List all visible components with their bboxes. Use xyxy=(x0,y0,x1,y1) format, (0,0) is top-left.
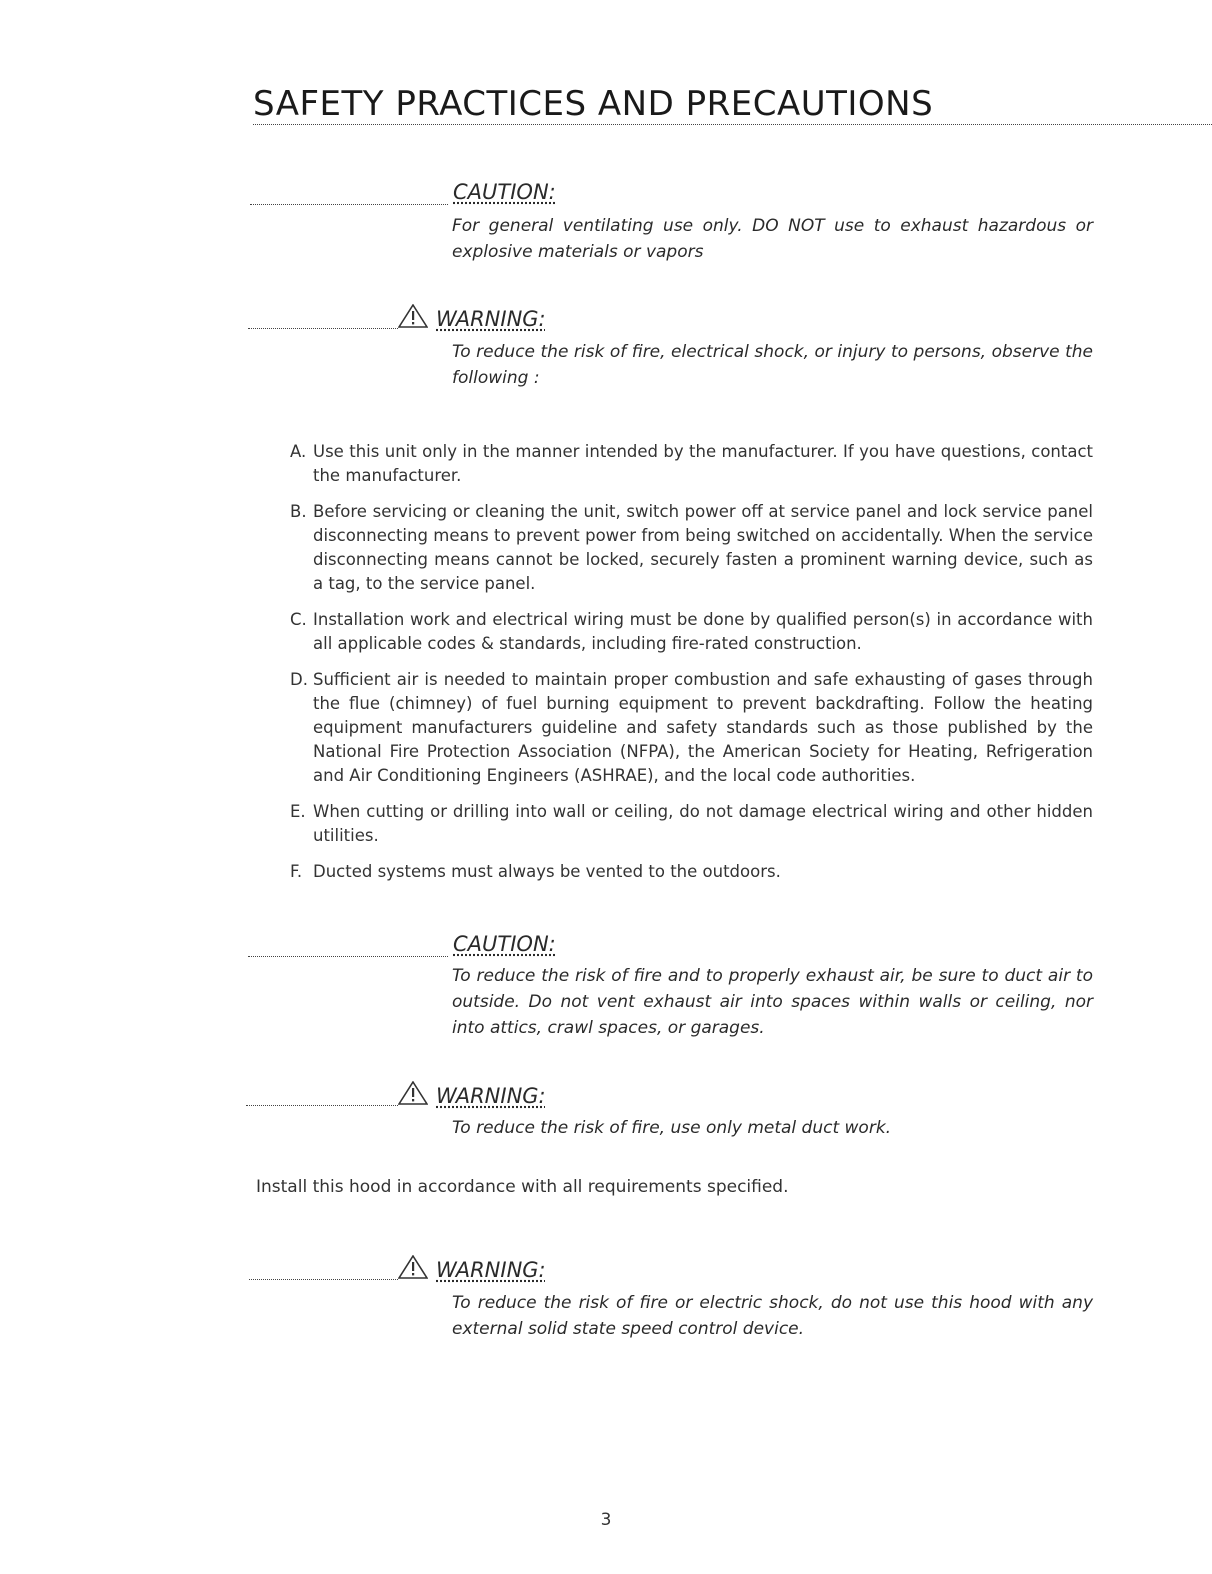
warning-heading xyxy=(398,1081,546,1108)
list-marker: A. xyxy=(290,442,307,461)
warning-triangle-icon xyxy=(398,304,428,328)
list-marker: D. xyxy=(290,670,308,689)
warning-label: WARNING: xyxy=(436,307,546,331)
list-item-text: Installation work and electrical wiring must be done by qualified person(s) in accordance with all applicable codes & standards, including fire-rated construction. xyxy=(313,610,1093,653)
install-note: Install this hood in accordance with all requirements specified. xyxy=(256,1177,789,1197)
caution-heading xyxy=(453,932,556,956)
list-marker: B. xyxy=(290,502,307,521)
caution-heading xyxy=(453,180,556,204)
warning-triangle-icon xyxy=(398,1081,428,1105)
warning-heading xyxy=(398,304,546,331)
safety-instructions-list xyxy=(290,440,1093,896)
list-marker: E. xyxy=(290,802,306,821)
list-item xyxy=(290,860,1093,884)
warning-rule xyxy=(248,328,398,329)
warning-text: To reduce the risk of fire or electric shock, do not use this hood with any external solid state speed control device. xyxy=(452,1293,1093,1339)
list-item-text: Use this unit only in the manner intended by the manufacturer. If you have questions, contact the manufacturer. xyxy=(313,442,1093,485)
list-item xyxy=(290,608,1093,656)
warning-rule xyxy=(249,1279,398,1280)
page-title: SAFETY PRACTICES AND PRECAUTIONS xyxy=(253,84,1212,125)
caution-rule xyxy=(250,204,448,205)
list-marker: F. xyxy=(290,862,303,881)
list-item-text: Ducted systems must always be vented to the outdoors. xyxy=(313,862,781,881)
list-item xyxy=(290,668,1093,788)
caution-text: To reduce the risk of fire and to properly exhaust air, be sure to duct air to outside. Do not vent exhaust air into spaces within walls or ceiling, nor into attics, crawl spaces, or garages. xyxy=(452,966,1093,1038)
warning-rule xyxy=(246,1105,398,1106)
warning-text: To reduce the risk of fire, electrical shock, or injury to persons, observe the following : xyxy=(452,342,1093,388)
caution-text: For general ventilating use only. DO NOT use to exhaust hazardous or explosive materials or vapors xyxy=(452,216,1093,262)
list-item-text: When cutting or drilling into wall or ceiling, do not damage electrical wiring and other hidden utilities. xyxy=(313,802,1093,845)
warning-text: To reduce the risk of fire, use only metal duct work. xyxy=(452,1118,892,1138)
list-item xyxy=(290,440,1093,488)
warning-triangle-icon xyxy=(398,1255,428,1279)
warning-label: WARNING: xyxy=(436,1084,546,1108)
list-marker: C. xyxy=(290,610,307,629)
list-item-text: Before servicing or cleaning the unit, switch power off at service panel and lock service panel disconnecting means to prevent power from being switched on accidentally. When the service disconnecting means cannot be locked, securely fasten a prominent warning device, such as a tag, to the service panel. xyxy=(313,502,1093,593)
page-number: 3 xyxy=(600,1510,612,1530)
caution-rule xyxy=(248,956,448,957)
list-item-text: Sufficient air is needed to maintain proper combustion and safe exhausting of gases through the flue (chimney) of fuel burning equipment to prevent backdrafting. Follow the heating equipment manufacturers guideline and safety standards such as those published by the National Fire Protection Association (NFPA), the American Society for Heating, Refrigeration and Air Conditioning Engineers (ASHRAE), and the local code authorities. xyxy=(313,670,1093,785)
warning-heading xyxy=(398,1255,546,1282)
warning-label: WARNING: xyxy=(436,1258,546,1282)
list-item xyxy=(290,800,1093,848)
caution-label: CAUTION: xyxy=(453,180,556,204)
list-item xyxy=(290,500,1093,596)
caution-label: CAUTION: xyxy=(453,932,556,956)
